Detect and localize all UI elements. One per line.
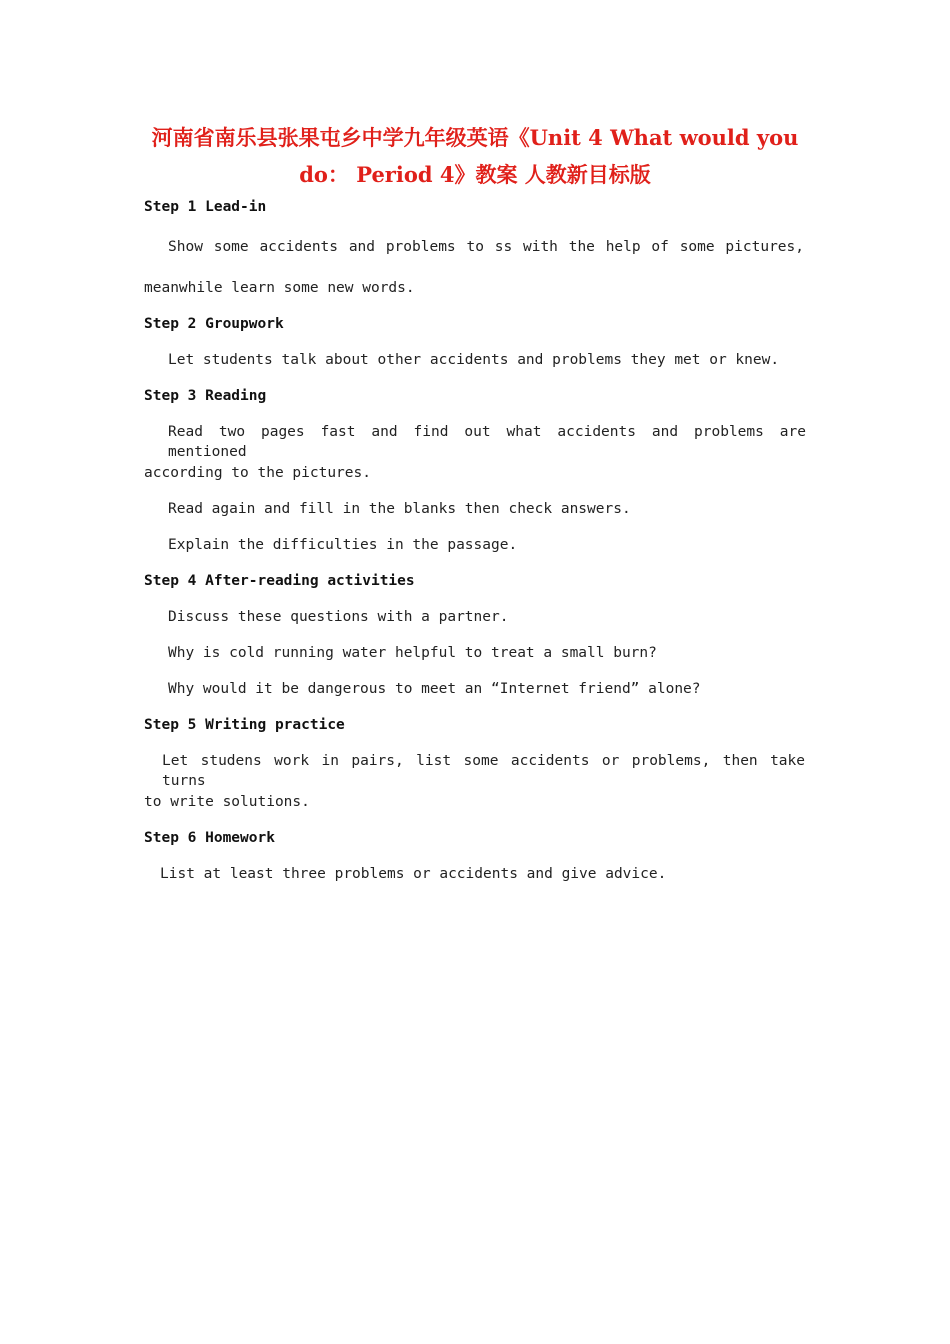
step-2-heading: Step 2 Groupwork: [144, 316, 284, 332]
document-title-line-1: 河南省南乐县张果屯乡中学九年级英语《Unit 4 What would you: [151, 125, 799, 150]
step-3-line-1: Read two pages fast and find out what accidents and problems are mentioned: [168, 424, 806, 460]
step-3-line-3: Read again and fill in the blanks then check answers.: [168, 501, 631, 517]
step-5-line-2: to write solutions.: [144, 794, 310, 810]
step-1-heading: Step 1 Lead-in: [144, 199, 267, 215]
step-3-line-2: according to the pictures.: [144, 465, 371, 481]
step-5-heading: Step 5 Writing practice: [144, 717, 345, 733]
step-2-line-1: Let students talk about other accidents and problems they met or knew.: [168, 352, 780, 368]
step-1-line-1: Show some accidents and problems to ss with the help of some pictures,: [168, 239, 804, 255]
step-5-line-1: Let studens work in pairs, list some accidents or problems, then take turns: [162, 753, 805, 789]
step-6-heading: Step 6 Homework: [144, 830, 275, 846]
step-4-line-1: Discuss these questions with a partner.: [168, 609, 509, 625]
step-1-line-2: meanwhile learn some new words.: [144, 280, 415, 296]
step-4-line-2: Why is cold running water helpful to treat a small burn?: [168, 645, 657, 661]
step-6-line-1: List at least three problems or accidents and give advice.: [160, 866, 667, 882]
step-4-heading: Step 4 After-reading activities: [144, 573, 415, 589]
step-3-line-4: Explain the difficulties in the passage.: [168, 537, 518, 553]
document-title-line-2: do： Period 4》教案 人教新目标版: [299, 162, 651, 187]
step-4-line-3: Why would it be dangerous to meet an “Internet friend” alone?: [168, 681, 701, 697]
step-3-heading: Step 3 Reading: [144, 388, 267, 404]
